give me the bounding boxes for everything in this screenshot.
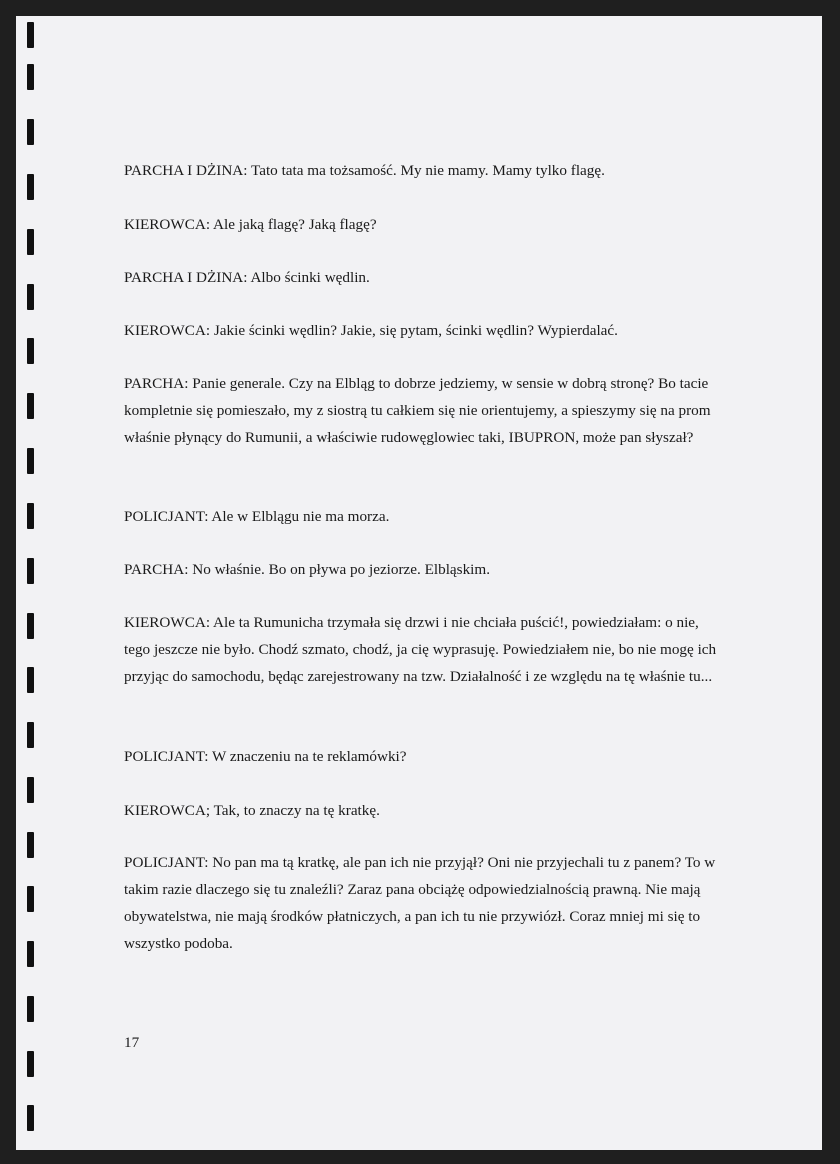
dialogue-paragraph: POLICJANT: Ale w Elblągu nie ma morza. bbox=[124, 508, 390, 525]
binding-hole bbox=[27, 886, 34, 912]
binding-hole bbox=[27, 64, 34, 90]
spiral-binding bbox=[22, 16, 36, 1150]
binding-hole bbox=[27, 229, 34, 255]
binding-hole bbox=[27, 174, 34, 200]
binding-hole bbox=[27, 722, 34, 748]
dialogue-paragraph: KIEROWCA: Ale jaką flagę? Jaką flagę? bbox=[124, 216, 377, 233]
binding-hole bbox=[27, 1105, 34, 1131]
dialogue-paragraph: POLICJANT: No pan ma tą kratkę, ale pan ich nie przyjął? Oni nie przyjechali tu z panem? To w takim razie dlaczego się tu znaleźli? Zaraz pana obciążę odpowiedzialnością prawną. Nie mają obywatelstwa, nie mają środków płatniczych, a pan ich tu nie przywiózł. Coraz mniej mi się to wszystko podoba. bbox=[124, 854, 716, 952]
binding-hole bbox=[27, 558, 34, 584]
binding-hole bbox=[27, 448, 34, 474]
binding-hole bbox=[27, 119, 34, 145]
binding-hole bbox=[27, 1051, 34, 1077]
binding-hole bbox=[27, 22, 34, 48]
binding-hole bbox=[27, 996, 34, 1022]
dialogue-paragraph: PARCHA: Panie generale. Czy na Elbląg to dobrze jedziemy, w sensie w dobrą stronę? Bo tacie kompletnie się pomieszało, my z siostrą tu całkiem się nie orientujemy, a spieszymy się na prom właśnie płynący do Rumunii, a właściwie rudowęglowiec taki, IBUPRON, może pan słyszał? bbox=[124, 375, 711, 446]
binding-hole bbox=[27, 832, 34, 858]
dialogue-paragraph: PARCHA I DŻINA: Tato tata ma tożsamość. My nie mamy. Mamy tylko flagę. bbox=[124, 162, 605, 179]
dialogue-paragraph: KIEROWCA: Ale ta Rumunicha trzymała się drzwi i nie chciała puścić!, powiedziałam: o nie, tego jeszcze nie było. Chodź szmato, chodź, ja cię wyprasuję. Powiedziałem nie, bo nie mogę ich przyjąc do samochodu, będąc zarejestrowany na tzw. Działalność i ze względu na tę właśnie tu... bbox=[124, 614, 717, 685]
document-page bbox=[16, 16, 822, 1150]
binding-hole bbox=[27, 503, 34, 529]
binding-hole bbox=[27, 393, 34, 419]
binding-hole bbox=[27, 941, 34, 967]
dialogue-paragraph: PARCHA I DŻINA: Albo ścinki wędlin. bbox=[124, 269, 370, 286]
dialogue-paragraph: KIEROWCA; Tak, to znaczy na tę kratkę. bbox=[124, 802, 380, 819]
binding-hole bbox=[27, 777, 34, 803]
page-number: 17 bbox=[124, 1034, 140, 1051]
dialogue-paragraph: KIEROWCA: Jakie ścinki wędlin? Jakie, się pytam, ścinki wędlin? Wypierdalać. bbox=[124, 322, 618, 339]
binding-hole bbox=[27, 613, 34, 639]
binding-hole bbox=[27, 667, 34, 693]
dialogue-paragraph: PARCHA: No właśnie. Bo on pływa po jeziorze. Elbląskim. bbox=[124, 561, 491, 578]
binding-hole bbox=[27, 284, 34, 310]
binding-hole bbox=[27, 338, 34, 364]
dialogue-paragraph: POLICJANT: W znaczeniu na te reklamówki? bbox=[124, 748, 407, 765]
